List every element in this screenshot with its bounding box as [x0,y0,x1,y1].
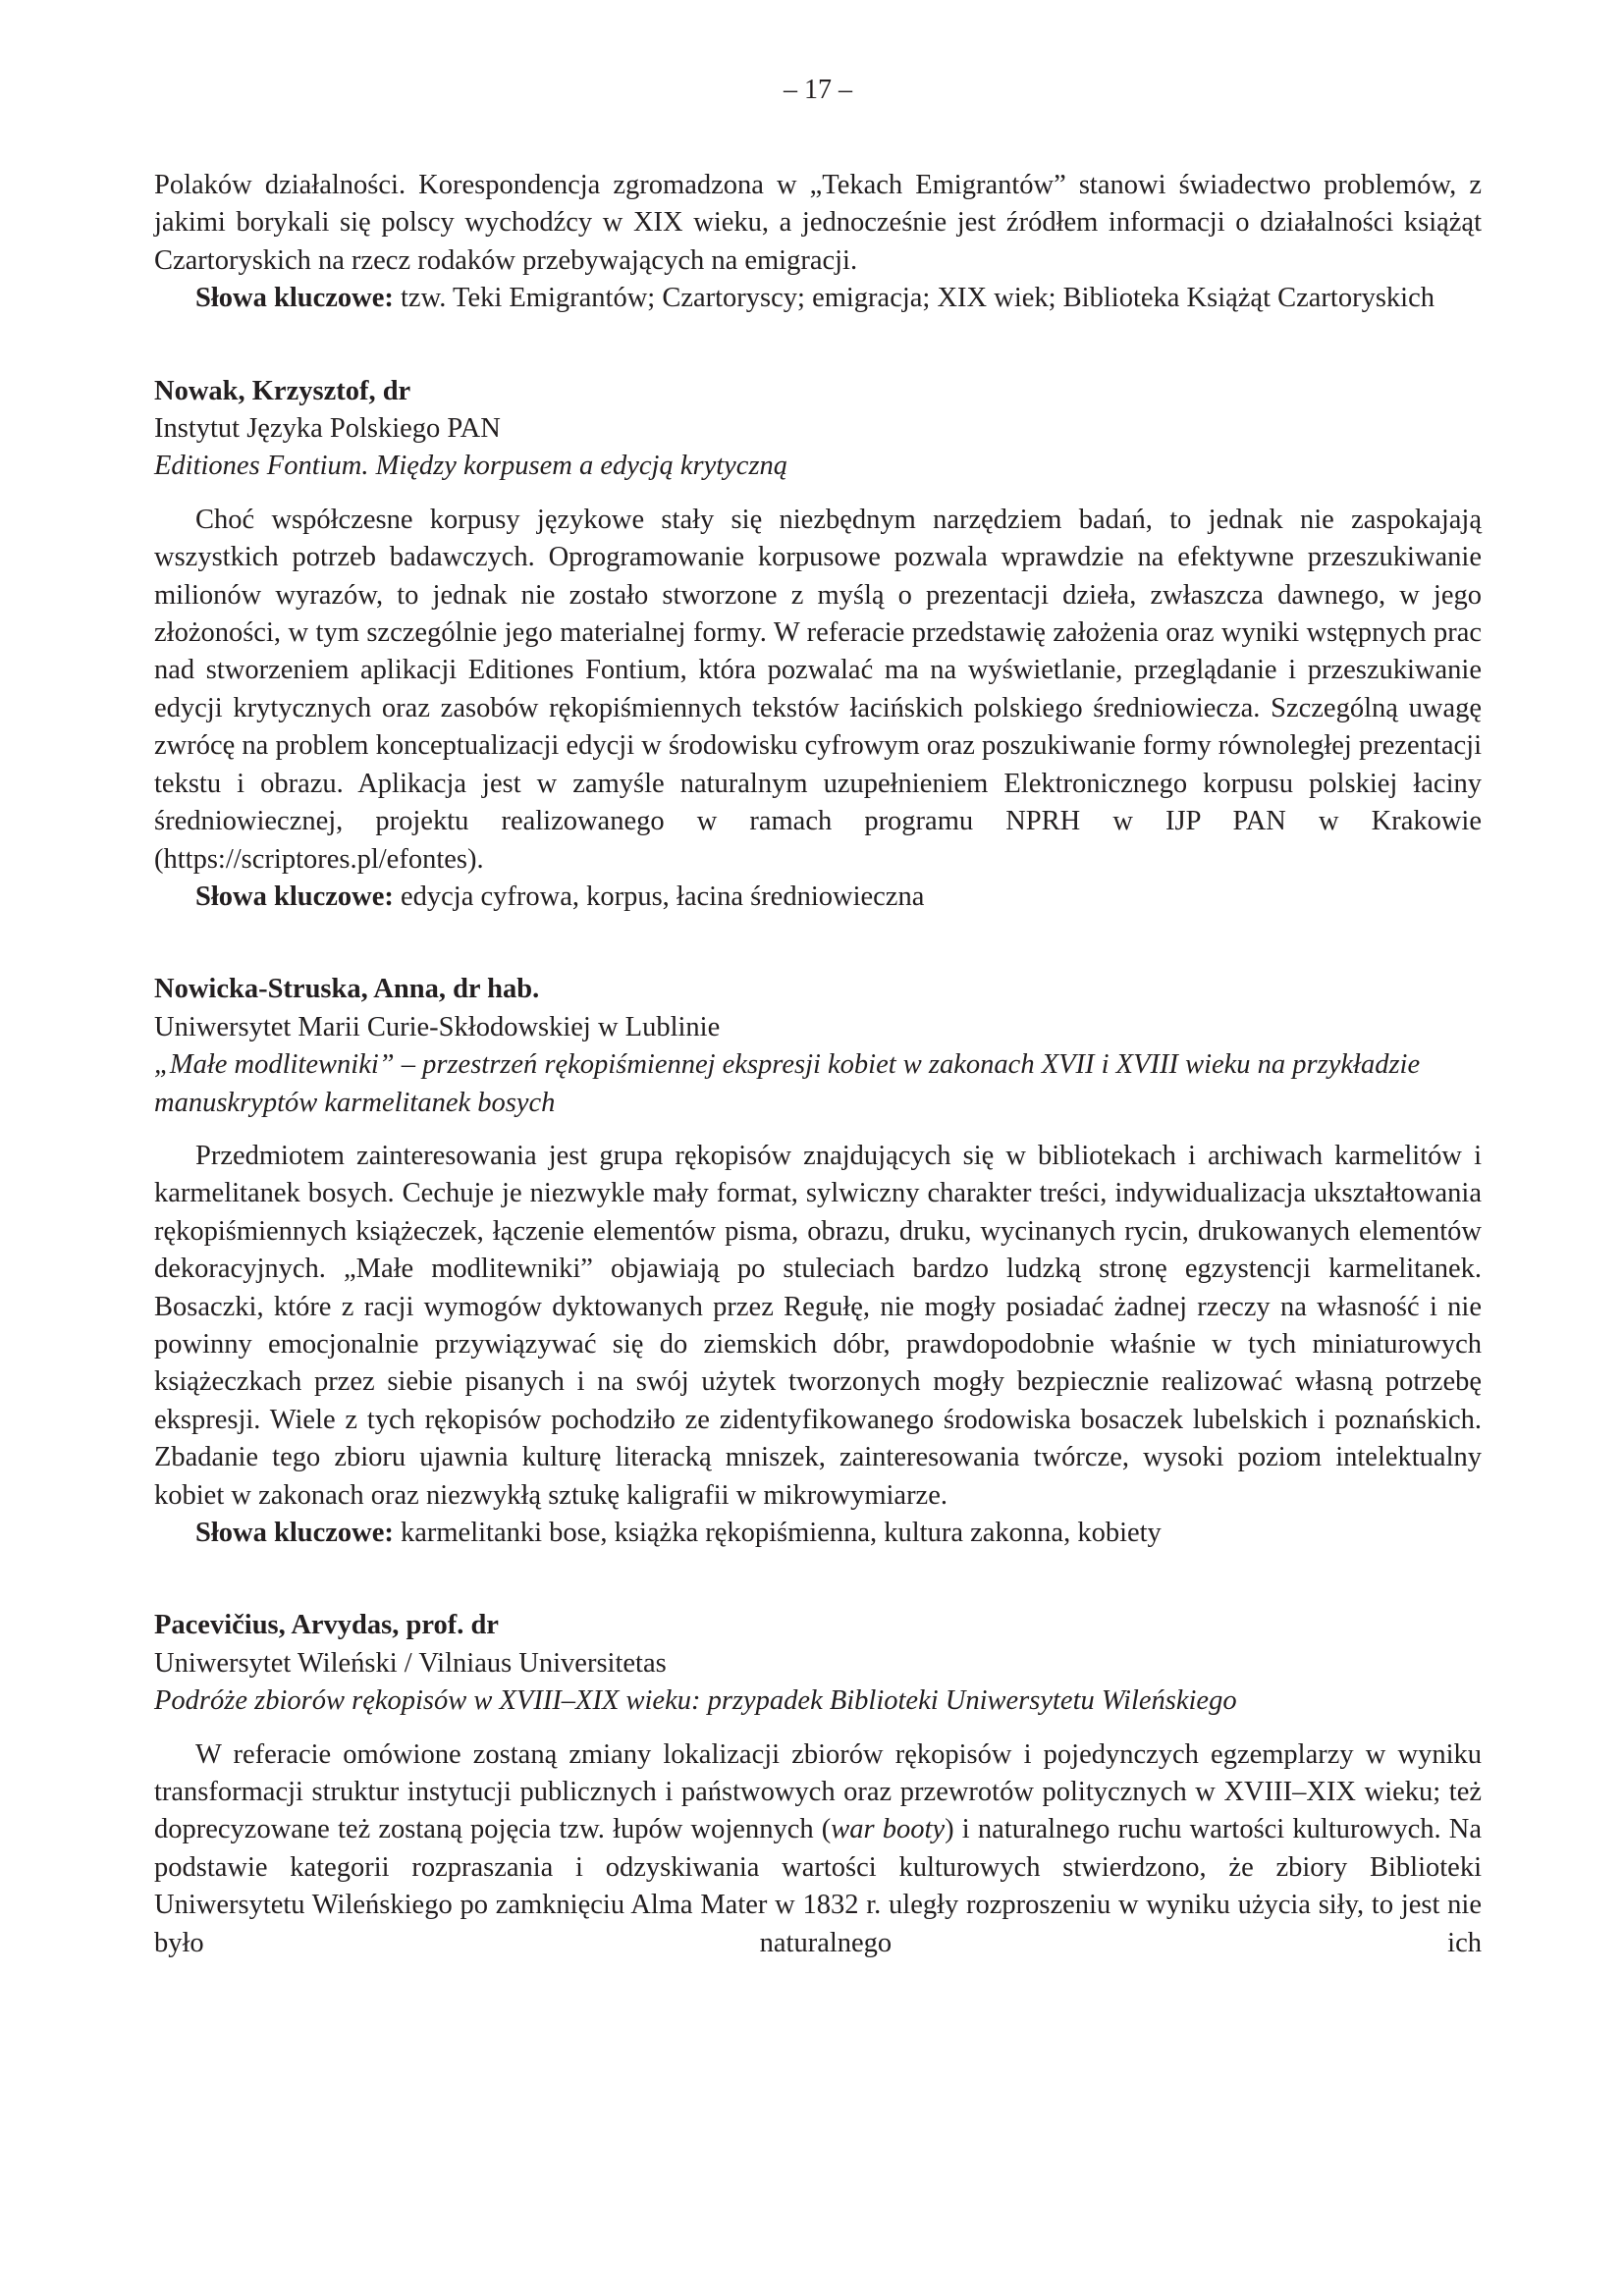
entry-nowicka-struska [154,971,1482,1552]
entry-nowak [154,373,1482,917]
author-affiliation: Uniwersytet Marii Curie-Skłodowskiej w Lublinie [154,1011,721,1042]
entry-pacevicius [154,1607,1482,1962]
keywords-text: edycja cyfrowa, korpus, łacina średniowieczna [393,881,925,912]
keywords-line [154,1515,1482,1552]
intro-keywords-line [154,280,1482,317]
abstract-paragraph: Przedmiotem zainteresowania jest grupa rękopisów znajdujących się w bibliotekach i archiwach karmelitów i karmelitanek bosych. Cechuje je niezwykle mały format, sylwiczny charakter treści, indywidualizacja ukształtowania rękopiśmiennych książeczek, łączenie elementów pisma, obrazu, druku, wycinanych rycin, drukowanych elementów dekoracyjnych. „Małe modlitewniki” objawiają po stuleciach bardzo ludzką stronę egzystencji karmelitanek. Bosaczki, które z racji wymogów dyktowanych przez Regułę, nie mogły posiadać żadnej rzeczy na własność i nie powinny emocjonalnie przywiązywać się do ziemskich dóbr, prawdopodobnie właśnie w tych miniaturowych książeczkach przez siebie pisanych i na swój użytek tworzonych mogły bezpiecznie realizować własną potrzebę ekspresji. Wiele z tych rękopisów pochodziło ze zidentyfikowanego środowiska bosaczek lubelskich i poznańskich. Zbadanie tego zbioru ujawnia kulturę literacką mniszek, zainteresowania twórcze, wysoki poziom intelektualny kobiet w zakonach oraz niezwykłą sztukę kaligrafii w mikrowymiarze. [154,1140,1482,1511]
page-number: – 17 – [784,75,852,105]
abstract-paragraph: Choć współczesne korpusy językowe stały się niezbędnym narzędziem badań, to jednak nie zaspokajają wszystkich potrzeb badawczych. Oprogramowanie korpusowe pozwala wprawdzie na efektywne przeszukiwanie milionów wyrazów, to jednak nie zostało stworzone z myślą o prezentacji dzieła, zwłaszcza dawnego, w jego złożoności, w tym szczególnie jego materialnej formy. W referacie przedstawię założenia oraz wyniki wstępnych prac nad stworzeniem aplikacji Editiones Fontium, która pozwalać ma na wyświetlanie, przeglądanie i przeszukiwanie edycji krytycznych oraz zasobów rękopiśmiennych tekstów łacińskich polskiego średniowiecza. Szczególną uwagę zwrócę na problem konceptualizacji edycji w środowisku cyfrowym oraz poszukiwanie formy równoległej prezentacji tekstu i obrazu. Aplikacja jest w zamyśle naturalnym uzupełnieniem Elektronicznego korpusu polskiej łaciny średniowiecznej, projektu realizowanego w ramach programu NPRH w IJP PAN w Krakowie (https://scriptores.pl/efontes). [154,504,1482,875]
keywords-text: tzw. Teki Emigrantów; Czartoryscy; emigracja; XIX wiek; Biblioteka Książąt Czartoryskich [393,283,1435,314]
abstract-paragraph [154,1736,1482,1962]
keywords-line [154,879,1482,916]
author-affiliation: Uniwersytet Wileński / Vilniaus Universitetas [154,1647,667,1679]
intro-paragraph: Polaków działalności. Korespondencja zgromadzona w „Tekach Emigrantów” stanowi świadectwo problemów, z jakimi borykali się polscy wychodźcy w XIX wieku, a jednocześnie jest źródłem informacji o działalności książąt Czartoryskich na rzecz rodaków przebywających na emigracji. [154,170,1482,276]
keywords-label: Słowa kluczowe: [195,1518,394,1548]
abstract-text-start: W referacie omówione zostaną zmiany lokalizacji zbiorów rękopisów i pojedynczych egzemplarzy w wyniku transformacji struktur instytucji publicznych i państwowych oraz przewrotów politycznych w XVIII–XIX wieku; też doprecyzowane też zostaną pojęcia tzw. łupów wojennych ( [154,1738,1482,1845]
intro-section [154,167,1482,318]
paper-title: „Małe modlitewniki” – przestrzeń rękopiśmiennej ekspresji kobiet w zakonach XVII i XVIII wieku na przykładzie manuskryptów karmelitanek bosych [154,1049,1421,1118]
author-affiliation: Instytut Języka Polskiego PAN [154,413,501,445]
keywords-label: Słowa kluczowe: [195,881,394,912]
author-name: Nowicka-Struska, Anna, dr hab. [154,974,540,1005]
author-name: Pacevičius, Arvydas, prof. dr [154,1610,499,1641]
author-name: Nowak, Krzysztof, dr [154,375,411,406]
abstract-text-end: ) i naturalnego ruchu wartości kulturowych. Na podstawie kategorii rozpraszania i odzyskiwania wartości kulturowych stwierdzono, że zbiory Biblioteki Uniwersytetu Wileńskiego po zamknięciu Alma Mater w 1832 r. uległy rozproszeniu w wyniku użycia siły, to jest nie było naturalnego ich [154,1814,1482,1958]
document-page [154,71,1482,1962]
abstract-italic-term: war booty [831,1814,946,1845]
keywords-text: karmelitanki bose, książka rękopiśmienna, kultura zakonna, kobiety [393,1518,1162,1548]
paper-title: Editiones Fontium. Między korpusem a edycją krytyczną [154,451,788,482]
keywords-label: Słowa kluczowe: [195,283,394,314]
paper-title: Podróże zbiorów rękopisów w XVIII–XIX wieku: przypadek Biblioteki Uniwersytetu Wileńskiego [154,1685,1237,1717]
